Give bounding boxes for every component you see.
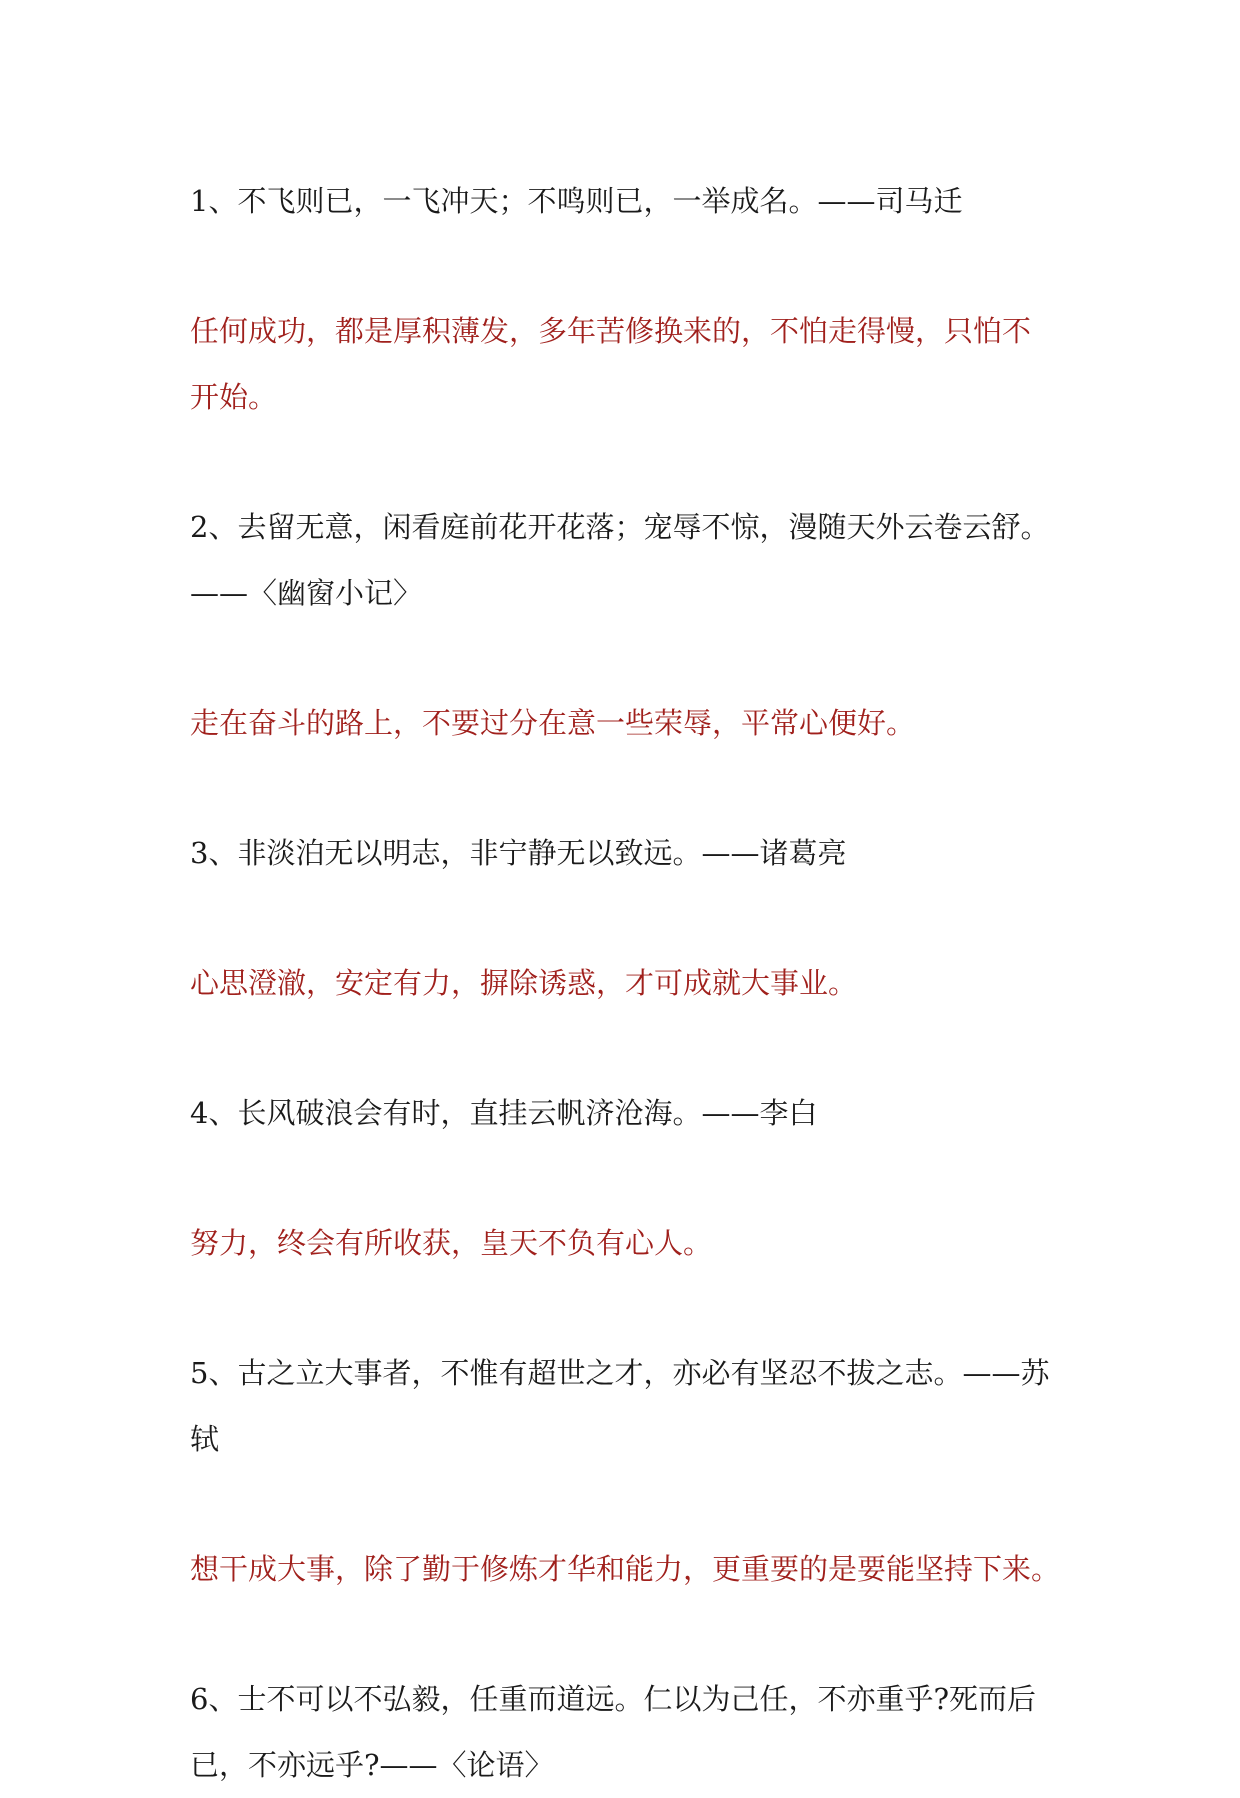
- quote-text: 6、士不可以不弘毅，任重而道远。仁以为己任，不亦重乎?死而后: [190, 1682, 1036, 1716]
- quote-comment: 努力，终会有所收获，皇天不负有心人。: [190, 1226, 713, 1260]
- quote-text: 已，不亦远乎?——〈论语〉: [190, 1748, 554, 1782]
- quote-comment: 任何成功，都是厚积薄发，多年苦修换来的，不怕走得慢，只怕不: [190, 314, 1032, 348]
- quote-block-1: [190, 168, 1070, 494]
- quote-comment: 走在奋斗的路上，不要过分在意一些荣辱，平常心便好。: [190, 706, 916, 740]
- quote-text: 3、非淡泊无以明志，非宁静无以致远。——诸葛亮: [190, 836, 847, 870]
- quote-list: [190, 168, 1070, 1798]
- quote-block-5: [190, 1340, 1070, 1666]
- quote-text: ——〈幽窗小记〉: [190, 576, 423, 610]
- quote-text: 1、不飞则已，一飞冲天；不鸣则已，一举成名。——司马迁: [190, 184, 963, 218]
- quote-text: 5、古之立大事者，不惟有超世之才，亦必有坚忍不拔之志。——苏: [190, 1356, 1050, 1390]
- quote-text: 轼: [190, 1422, 220, 1456]
- quote-text: 4、长风破浪会有时，直挂云帆济沧海。——李白: [190, 1096, 818, 1130]
- quote-block-6: [190, 1666, 1070, 1798]
- quote-block-4: [190, 1080, 1070, 1340]
- quote-block-2: [190, 494, 1070, 820]
- quote-comment: 心思澄澈，安定有力，摒除诱惑，才可成就大事业。: [190, 966, 858, 1000]
- quote-block-3: [190, 820, 1070, 1080]
- quote-comment: 想干成大事，除了勤于修炼才华和能力，更重要的是要能坚持下来。: [190, 1552, 1061, 1586]
- quote-text: 2、去留无意，闲看庭前花开花落；宠辱不惊，漫随天外云卷云舒。: [190, 510, 1050, 544]
- quote-comment: 开始。: [190, 380, 278, 414]
